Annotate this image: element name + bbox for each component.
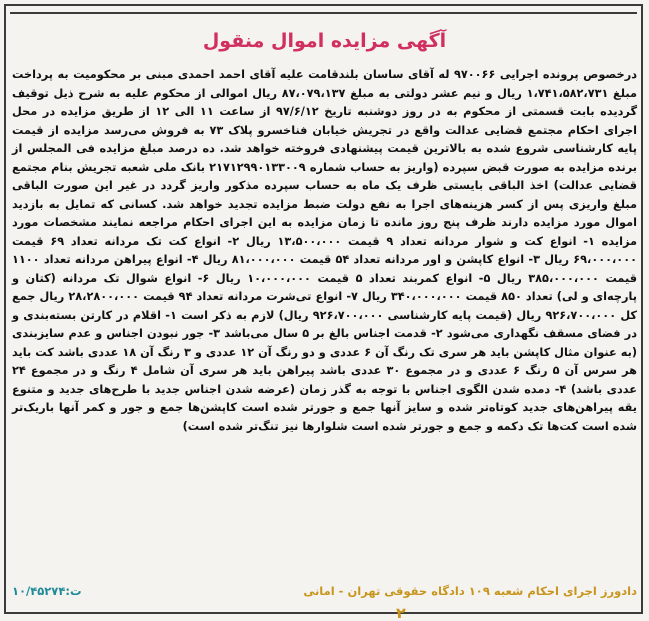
notice-body: درخصوص پرونده اجرایی ۹۷۰۰۶۶ له آقای ساسان بلندقامت علیه آقای احمد احمدی مبنی بر محکومیت به پرداخت مبلغ ۱،۷۴۱،۵۸۲،۷۳۱ ریال و نیم عشر دولتی به مبلغ ۸۷،۰۷۹،۱۳۷ ریال اموالی از محکوم علیه به شرح ذیل توقیف گردیده بابت قسمتی از محکوم به در روز دوشنبه تاریخ ۹۷/۶/۱۲ از ساعت ۱۱ الی ۱۲ از طریق مزایده در محل اجرای احکام مجتمع قضایی عدالت واقع در تجریش خیابان فناخسرو پلاک ۷۳ به فروش می‌رسد مزایده از قیمت پایه کارشناسی شروع شده به بالاترین قیمت پیشنهادی فروخته خواهد شد. ده درصد مبلغ مزایده فی المجلس از برنده مزایده به صورت قبض سپرده (واریز به حساب شماره ۲۱۷۱۲۹۹۰۱۳۳۰۰۹ بانک ملی شعبه تجریش بنام مجتمع قضایی عدالت) اخذ الباقی بایستی ظرف یک ماه به حساب سپرده مذکور واریز گردد در غیر این صورت الباقی مبلغ واریزی پس از کسر هزینه‌های اجرا به نفع دولت ضبط مزایده تجدید خواهد شد. کسانی که تمایل به بازدید اموال مورد مزایده دارند ظرف پنج روز مانده تا زمان مزایده به این اجرای احکام مراجعه نمایند مشخصات مورد مزایده ۱- انواع کت و شوار مردانه تعداد ۹ قیمت ۱۳،۵۰۰،۰۰۰ ریال ۲- انواع کت تک مردانه تعداد ۶۹ قیمت ۶۹،۰۰۰،۰۰۰ ریال ۳- انواع کاپشن و اور مردانه تعداد ۵۴ قیمت ۸۱،۰۰۰،۰۰۰ ریال ۴- انواع پیراهن مردانه تعداد ۱۱۰۰ قیمت ۳۸۵،۰۰۰،۰۰۰ ریال ۵- انواع کمربند تعداد ۵ قیمت ۱۰،۰۰۰،۰۰۰ ریال ۶- انواع شوال تک مردانه (کتان و پارچه‌ای و لی) تعداد ۸۵۰ قیمت ۳۴۰،۰۰۰،۰۰۰ ریال ۷- انواع تی‌شرت مردانه تعداد ۹۴ قیمت ۲۸،۲۸۰۰،۰۰۰ ریال جمع کل ۹۲۶،۷۰۰،۰۰۰ ریال (قیمت پایه کارشناسی ۹۲۶،۷۰۰،۰۰۰ ریال) لازم به ذکر است ۱- اقلام در کارتن بسته‌بندی و در فضای مسقف نگهداری می‌شود ۲- قدمت اجناس بالغ بر ۵ سال می‌باشد ۳- جور نبودن اجناس و عدم سایزبندی (به عنوان مثال کاپشن باید هر سری تک رنگ آن ۶ عددی و دو رنگ آن ۱۲ عددی و ۳ رنگ آن ۱۸ عددی باشد کت باید هر سرس آن ۵ رنگ ۶ عددی و در مجموع ۳۰ عددی باشد پیراهن باید هر سری آن شامل ۴ رنگ و در مجموع ۲۴ عددی باشد) ۴- دمده شدن الگوی اجناس با توجه به گذر زمان (عرضه شدن اجناس جدید با طرح‌های جدید و متنوع یقه پیراهن‌های جدید کوتاه‌تر شده و سایز آنها جمع و جورتر شده است کاپشن‌ها جمع و جور و کمر آنها باریک‌تر شده است کت‌ها تک دکمه و جمع و جورتر شده است شلوارها نیز تنگ‌تر شده است) [12,68,638,433]
notice-code: ۱۰/۴۵۲۷۴:ت [12,584,82,598]
notice-signature: دادورز اجرای احکام شعبه ۱۰۹ دادگاه حقوقی تهران - امانی [303,584,637,598]
bottom-mark: ۲ [396,604,406,618]
notice-title: آگهی مزایده اموال منقول [202,30,447,52]
notice-footer [12,584,637,598]
